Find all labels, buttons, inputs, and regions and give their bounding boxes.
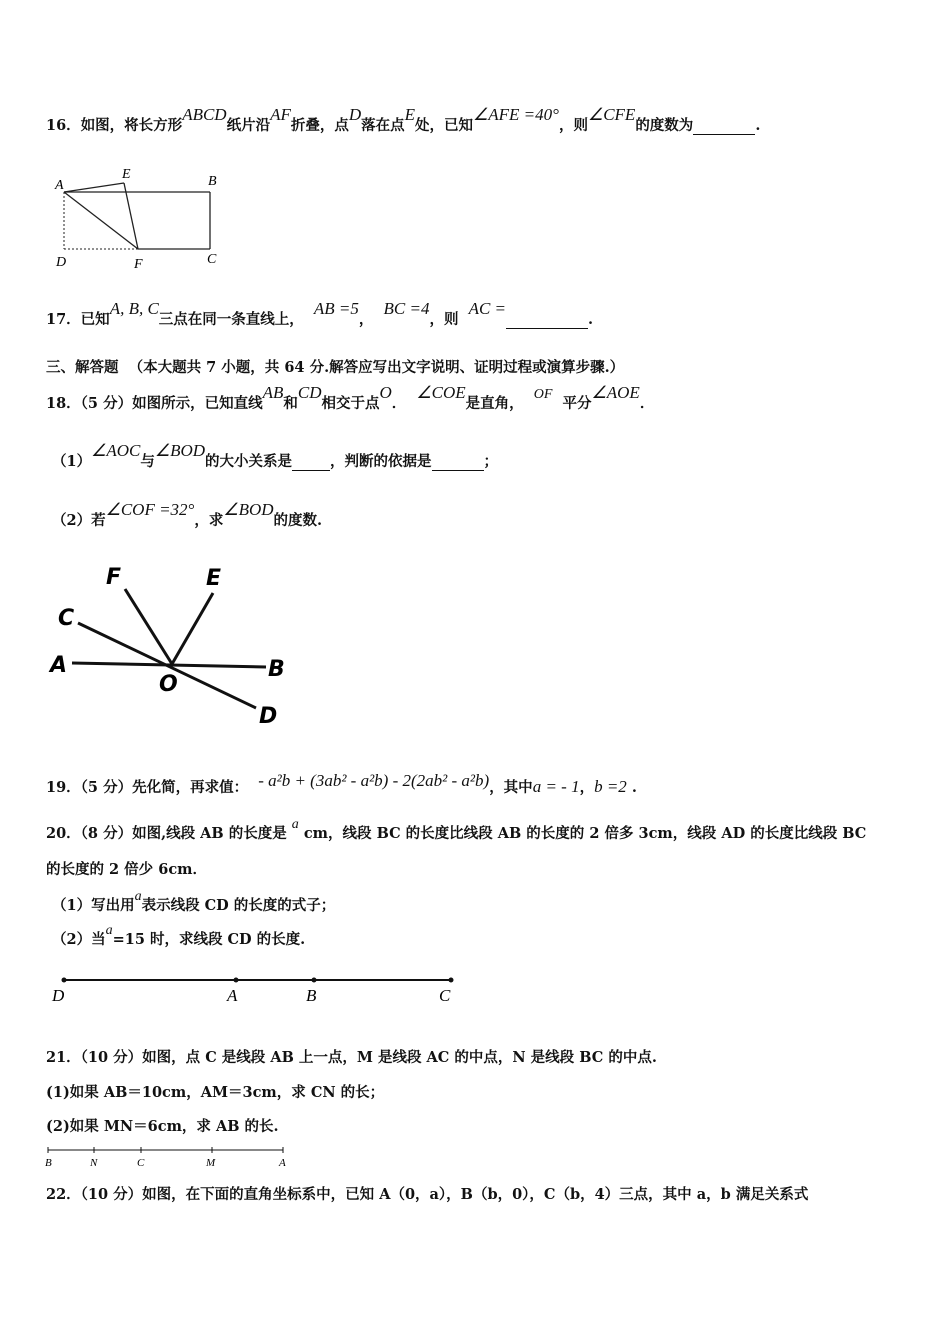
fig21-label-M: M: [206, 1157, 216, 1169]
q20-line1: 20．（8 分）如图,线段 AB 的长度是 a cm，线段 BC 的长度比线段 AB 的长度的 2 倍多 3cm，线段 AD 的长度比线段 BC: [46, 817, 867, 842]
q18-text: 18．（5 分）如图所示，已知直线AB和CD相交于点O． ∠COE是直角， OF 平分∠AOE．: [46, 383, 655, 412]
q22-line1: 22．（10 分）如图，在下面的直角坐标系中，已知 A（0，a），B（b，0），C（b，4）三点，其中 a，b 满足关系式: [46, 1186, 809, 1203]
q20-figure: [50, 968, 470, 1013]
answer-blank: [506, 311, 588, 329]
fig16-label-D: D: [56, 255, 67, 270]
q20-part1: （1）写出用a表示线段 CD 的长度的式子；: [52, 889, 336, 914]
fig16-label-E: E: [122, 167, 131, 182]
answer-blank: [292, 453, 330, 471]
fig16-label-F: F: [134, 257, 143, 272]
fig16-label-B: B: [208, 174, 217, 189]
fig16-label-C: C: [207, 252, 217, 267]
fig20-label-B: B: [306, 986, 317, 1005]
q21-line1: 21．（10 分）如图，点 C 是线段 AB 上一点，M 是线段 AC 的中点，N 是线段 BC 的中点.: [46, 1049, 657, 1066]
q16-figure: [50, 165, 230, 275]
fig20-label-C: C: [439, 986, 451, 1005]
q21-line3: (2)如果 MN＝6cm，求 AB 的长.: [46, 1118, 279, 1135]
q19-expression: - a²b + (3ab² - a²b) - 2(2ab² - a²b): [258, 771, 490, 790]
answer-blank: [693, 117, 755, 135]
fig18-label-E: E: [206, 566, 222, 591]
q20-line2: 的长度的 2 倍少 6cm．: [46, 861, 207, 878]
answer-blank: [432, 453, 484, 471]
fig16-label-A: A: [55, 178, 64, 193]
q16-text: 16．如图，将长方形ABCD纸片沿AF折叠，点D落在点E处，已知∠AFE =40°，则∠CFE的度数为 .: [46, 105, 761, 134]
q18-part1: （1）∠AOC与∠BOD的大小关系是 ，判断的依据是 ；: [52, 441, 499, 470]
section-header: 三、解答题 （本大题共 7 小题，共 64 分.解答应写出文字说明、证明过程或演算步骤.）: [46, 359, 625, 376]
q18-part2: （2）若∠COF =32°，求∠BOD的度数.: [52, 500, 323, 529]
q18-figure: [44, 560, 304, 730]
fig21-label-C: C: [137, 1157, 145, 1169]
fig21-label-B: B: [45, 1157, 52, 1169]
q20-part2: （2）当a=15 时，求线段 CD 的长度.: [52, 923, 306, 948]
fig20-label-D: D: [52, 986, 65, 1005]
fig18-label-A: A: [50, 653, 68, 678]
fig18-label-D: D: [259, 704, 278, 729]
fig18-label-C: C: [58, 606, 75, 631]
fig18-label-F: F: [106, 565, 122, 590]
fig18-label-B: B: [268, 657, 285, 682]
q19-text: 19．（5 分）先化简，再求值： - a²b + (3ab² - a²b) - 2(2ab² - a²b)，其中a = - 1，b =2 .: [46, 771, 637, 796]
q21-line2: (1)如果 AB＝10cm，AM＝3cm，求 CN 的长；: [46, 1084, 385, 1101]
fig21-label-N: N: [90, 1157, 98, 1169]
fig18-label-O: O: [159, 672, 178, 697]
fig20-label-A: A: [227, 986, 238, 1005]
q21-figure: [44, 1144, 294, 1172]
q17-text: 17．已知A, B, C三点在同一条直线上， AB =5， BC =4，则 AC =.: [46, 299, 594, 328]
fig21-label-A: A: [279, 1157, 286, 1169]
